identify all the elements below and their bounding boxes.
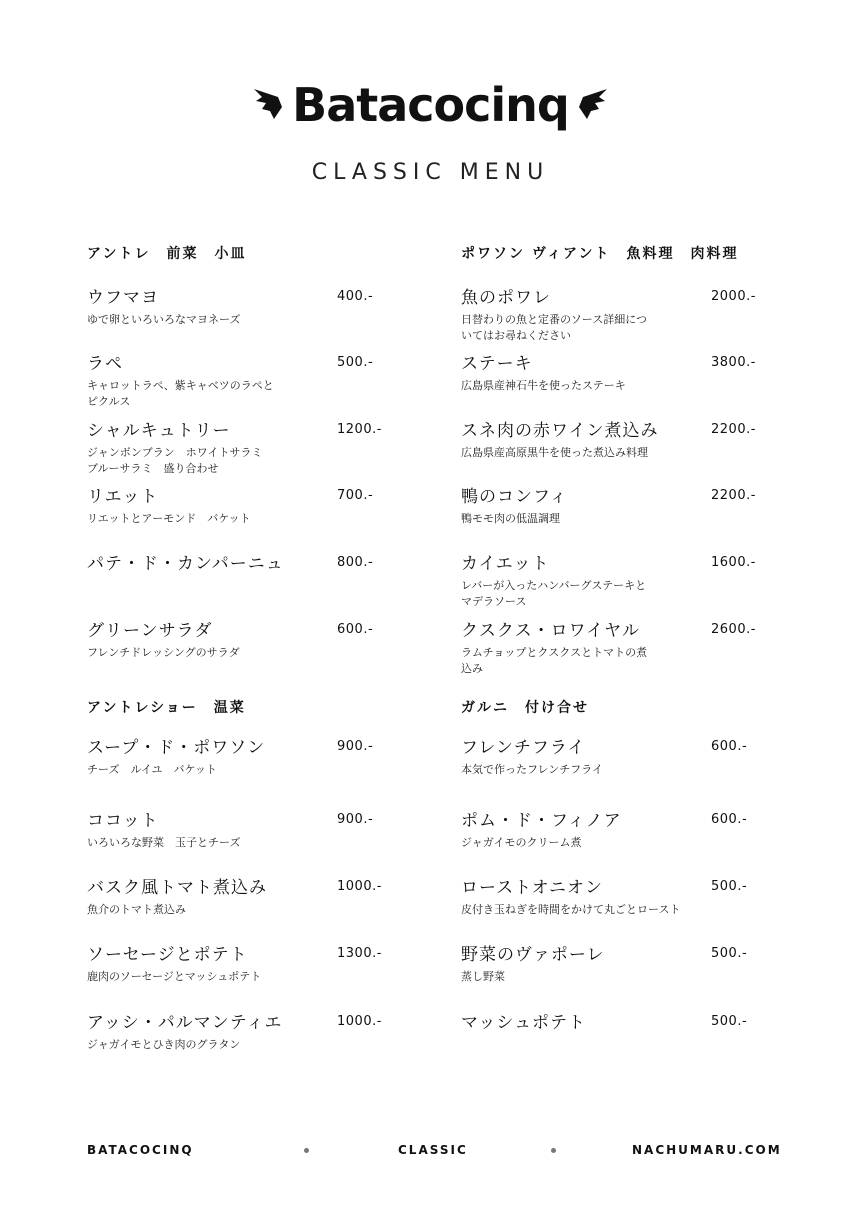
item-name: アッシ・パルマンティエ bbox=[87, 1013, 283, 1033]
logo-text: Batacocinq bbox=[292, 78, 569, 132]
menu-item bbox=[87, 1012, 397, 1053]
menu-item bbox=[87, 877, 397, 918]
item-desc: 鹿肉のソーセージとマッシュポテト bbox=[87, 970, 262, 983]
item-price: 2600.- bbox=[711, 622, 756, 637]
item-name: シャルキュトリー bbox=[87, 421, 231, 441]
item-price: 1600.- bbox=[711, 555, 756, 570]
item-name: バスク風トマト煮込み bbox=[87, 878, 267, 898]
item-name: リエット bbox=[87, 487, 159, 507]
item-price: 600.- bbox=[337, 622, 374, 637]
item-desc: ジャンボンブラン ホワイトサラミ ブルーサラミ 盛り合わせ bbox=[87, 446, 274, 475]
menu-item bbox=[461, 620, 771, 677]
item-desc: 本気で作ったフレンチフライ bbox=[461, 763, 603, 776]
item-price: 900.- bbox=[337, 812, 374, 827]
footer-website: NACHUMARU.COM bbox=[632, 1143, 782, 1157]
item-name: ポム・ド・フィノア bbox=[461, 811, 622, 831]
item-price: 1000.- bbox=[337, 1014, 382, 1029]
item-name: クスクス・ロワイヤル bbox=[461, 621, 640, 641]
menu-item bbox=[461, 737, 771, 778]
footer-dot bbox=[551, 1148, 556, 1153]
menu-item bbox=[87, 420, 397, 477]
section-title-warm: アントレショー 温菜 bbox=[87, 700, 246, 716]
menu-item bbox=[87, 737, 397, 778]
item-price: 500.- bbox=[337, 355, 374, 370]
item-name: グリーンサラダ bbox=[87, 621, 213, 641]
item-name: スネ肉の赤ワイン煮込み bbox=[461, 421, 659, 441]
menu-subtitle: CLASSIC MENU bbox=[311, 160, 550, 185]
menu-item bbox=[87, 353, 397, 410]
menu-item bbox=[461, 486, 771, 527]
item-desc: ラムチョップとクスクスとトマトの煮込み bbox=[461, 646, 648, 675]
item-price: 2000.- bbox=[711, 289, 756, 304]
item-price: 500.- bbox=[711, 879, 748, 894]
item-name: フレンチフライ bbox=[461, 738, 586, 758]
item-desc: ジャガイモのクリーム煮 bbox=[461, 836, 582, 849]
menu-item bbox=[461, 553, 771, 610]
item-price: 800.- bbox=[337, 555, 374, 570]
item-desc: リエットとアーモンド バケット bbox=[87, 512, 251, 525]
right-wing-icon bbox=[575, 85, 609, 125]
item-desc: キャロットラペ、紫キャベツのラペとピクルス bbox=[87, 379, 274, 408]
menu-item bbox=[461, 810, 771, 851]
section-title-mains: ポワソン ヴィアント 魚料理 肉料理 bbox=[461, 246, 739, 262]
menu-item bbox=[461, 1012, 771, 1037]
item-desc: 蒸し野菜 bbox=[461, 970, 505, 983]
brand-logo bbox=[0, 78, 861, 132]
item-desc: 広島県産高原黒牛を使った煮込み料理 bbox=[461, 446, 648, 459]
footer-dot bbox=[304, 1148, 309, 1153]
item-name: ローストオニオン bbox=[461, 878, 603, 898]
item-price: 1200.- bbox=[337, 422, 382, 437]
menu-item bbox=[87, 810, 397, 851]
item-name: ソーセージとポテト bbox=[87, 945, 248, 965]
item-name: カイエット bbox=[461, 554, 550, 574]
item-name: スープ・ド・ポワソン bbox=[87, 738, 266, 758]
item-name: ラペ bbox=[87, 354, 123, 374]
item-price: 2200.- bbox=[711, 422, 756, 437]
item-name: 魚のポワレ bbox=[461, 288, 551, 308]
item-price: 500.- bbox=[711, 1014, 748, 1029]
item-desc: ゆで卵といろいろなマヨネーズ bbox=[87, 313, 241, 326]
item-price: 1000.- bbox=[337, 879, 382, 894]
menu-item bbox=[87, 620, 397, 661]
item-desc: フレンチドレッシングのサラダ bbox=[87, 646, 240, 659]
item-desc: チーズ ルイユ バケット bbox=[87, 763, 217, 776]
item-price: 700.- bbox=[337, 488, 374, 503]
menu-item bbox=[461, 420, 771, 461]
section-title-entree: アントレ 前菜 小皿 bbox=[87, 246, 247, 262]
item-price: 400.- bbox=[337, 289, 374, 304]
item-desc: 日替わりの魚と定番のソース詳細についてはお尋ねください bbox=[461, 313, 648, 342]
item-price: 2200.- bbox=[711, 488, 756, 503]
section-title-garnish: ガルニ 付け合せ bbox=[461, 700, 589, 716]
menu-item bbox=[87, 486, 397, 527]
item-desc: 広島県産神石牛を使ったステーキ bbox=[461, 379, 626, 392]
menu-item bbox=[461, 287, 771, 344]
item-name: マッシュポテト bbox=[461, 1013, 586, 1033]
item-desc: 皮付き玉ねぎを時間をかけて丸ごとロースト bbox=[461, 903, 681, 916]
menu-item bbox=[87, 944, 397, 985]
menu-item bbox=[461, 353, 771, 394]
item-desc: ジャガイモとひき肉のグラタン bbox=[87, 1038, 241, 1051]
item-name: ウフマヨ bbox=[87, 288, 159, 308]
item-name: 鴨のコンフィ bbox=[461, 487, 568, 507]
item-desc: 魚介のトマト煮込み bbox=[87, 903, 186, 916]
item-name: 野菜のヴァポーレ bbox=[461, 945, 605, 965]
left-wing-icon bbox=[252, 85, 286, 125]
item-price: 1300.- bbox=[337, 946, 382, 961]
footer-brand: BATACOCINQ bbox=[87, 1143, 194, 1157]
item-name: ステーキ bbox=[461, 354, 533, 374]
item-price: 3800.- bbox=[711, 355, 756, 370]
item-desc: いろいろな野菜 玉子とチーズ bbox=[87, 836, 241, 849]
item-name: パテ・ド・カンパーニュ bbox=[87, 554, 284, 574]
item-price: 600.- bbox=[711, 812, 748, 827]
item-price: 900.- bbox=[337, 739, 374, 754]
menu-item bbox=[87, 287, 397, 328]
item-price: 600.- bbox=[711, 739, 748, 754]
item-desc: 鴨モモ肉の低温調理 bbox=[461, 512, 560, 525]
item-name: ココット bbox=[87, 811, 159, 831]
footer-classic: CLASSIC bbox=[398, 1143, 468, 1157]
menu-item bbox=[461, 944, 771, 985]
item-price: 500.- bbox=[711, 946, 748, 961]
item-desc: レバーが入ったハンバーグステーキとマデラソース bbox=[461, 579, 647, 608]
menu-item bbox=[87, 553, 397, 578]
menu-item bbox=[461, 877, 771, 918]
